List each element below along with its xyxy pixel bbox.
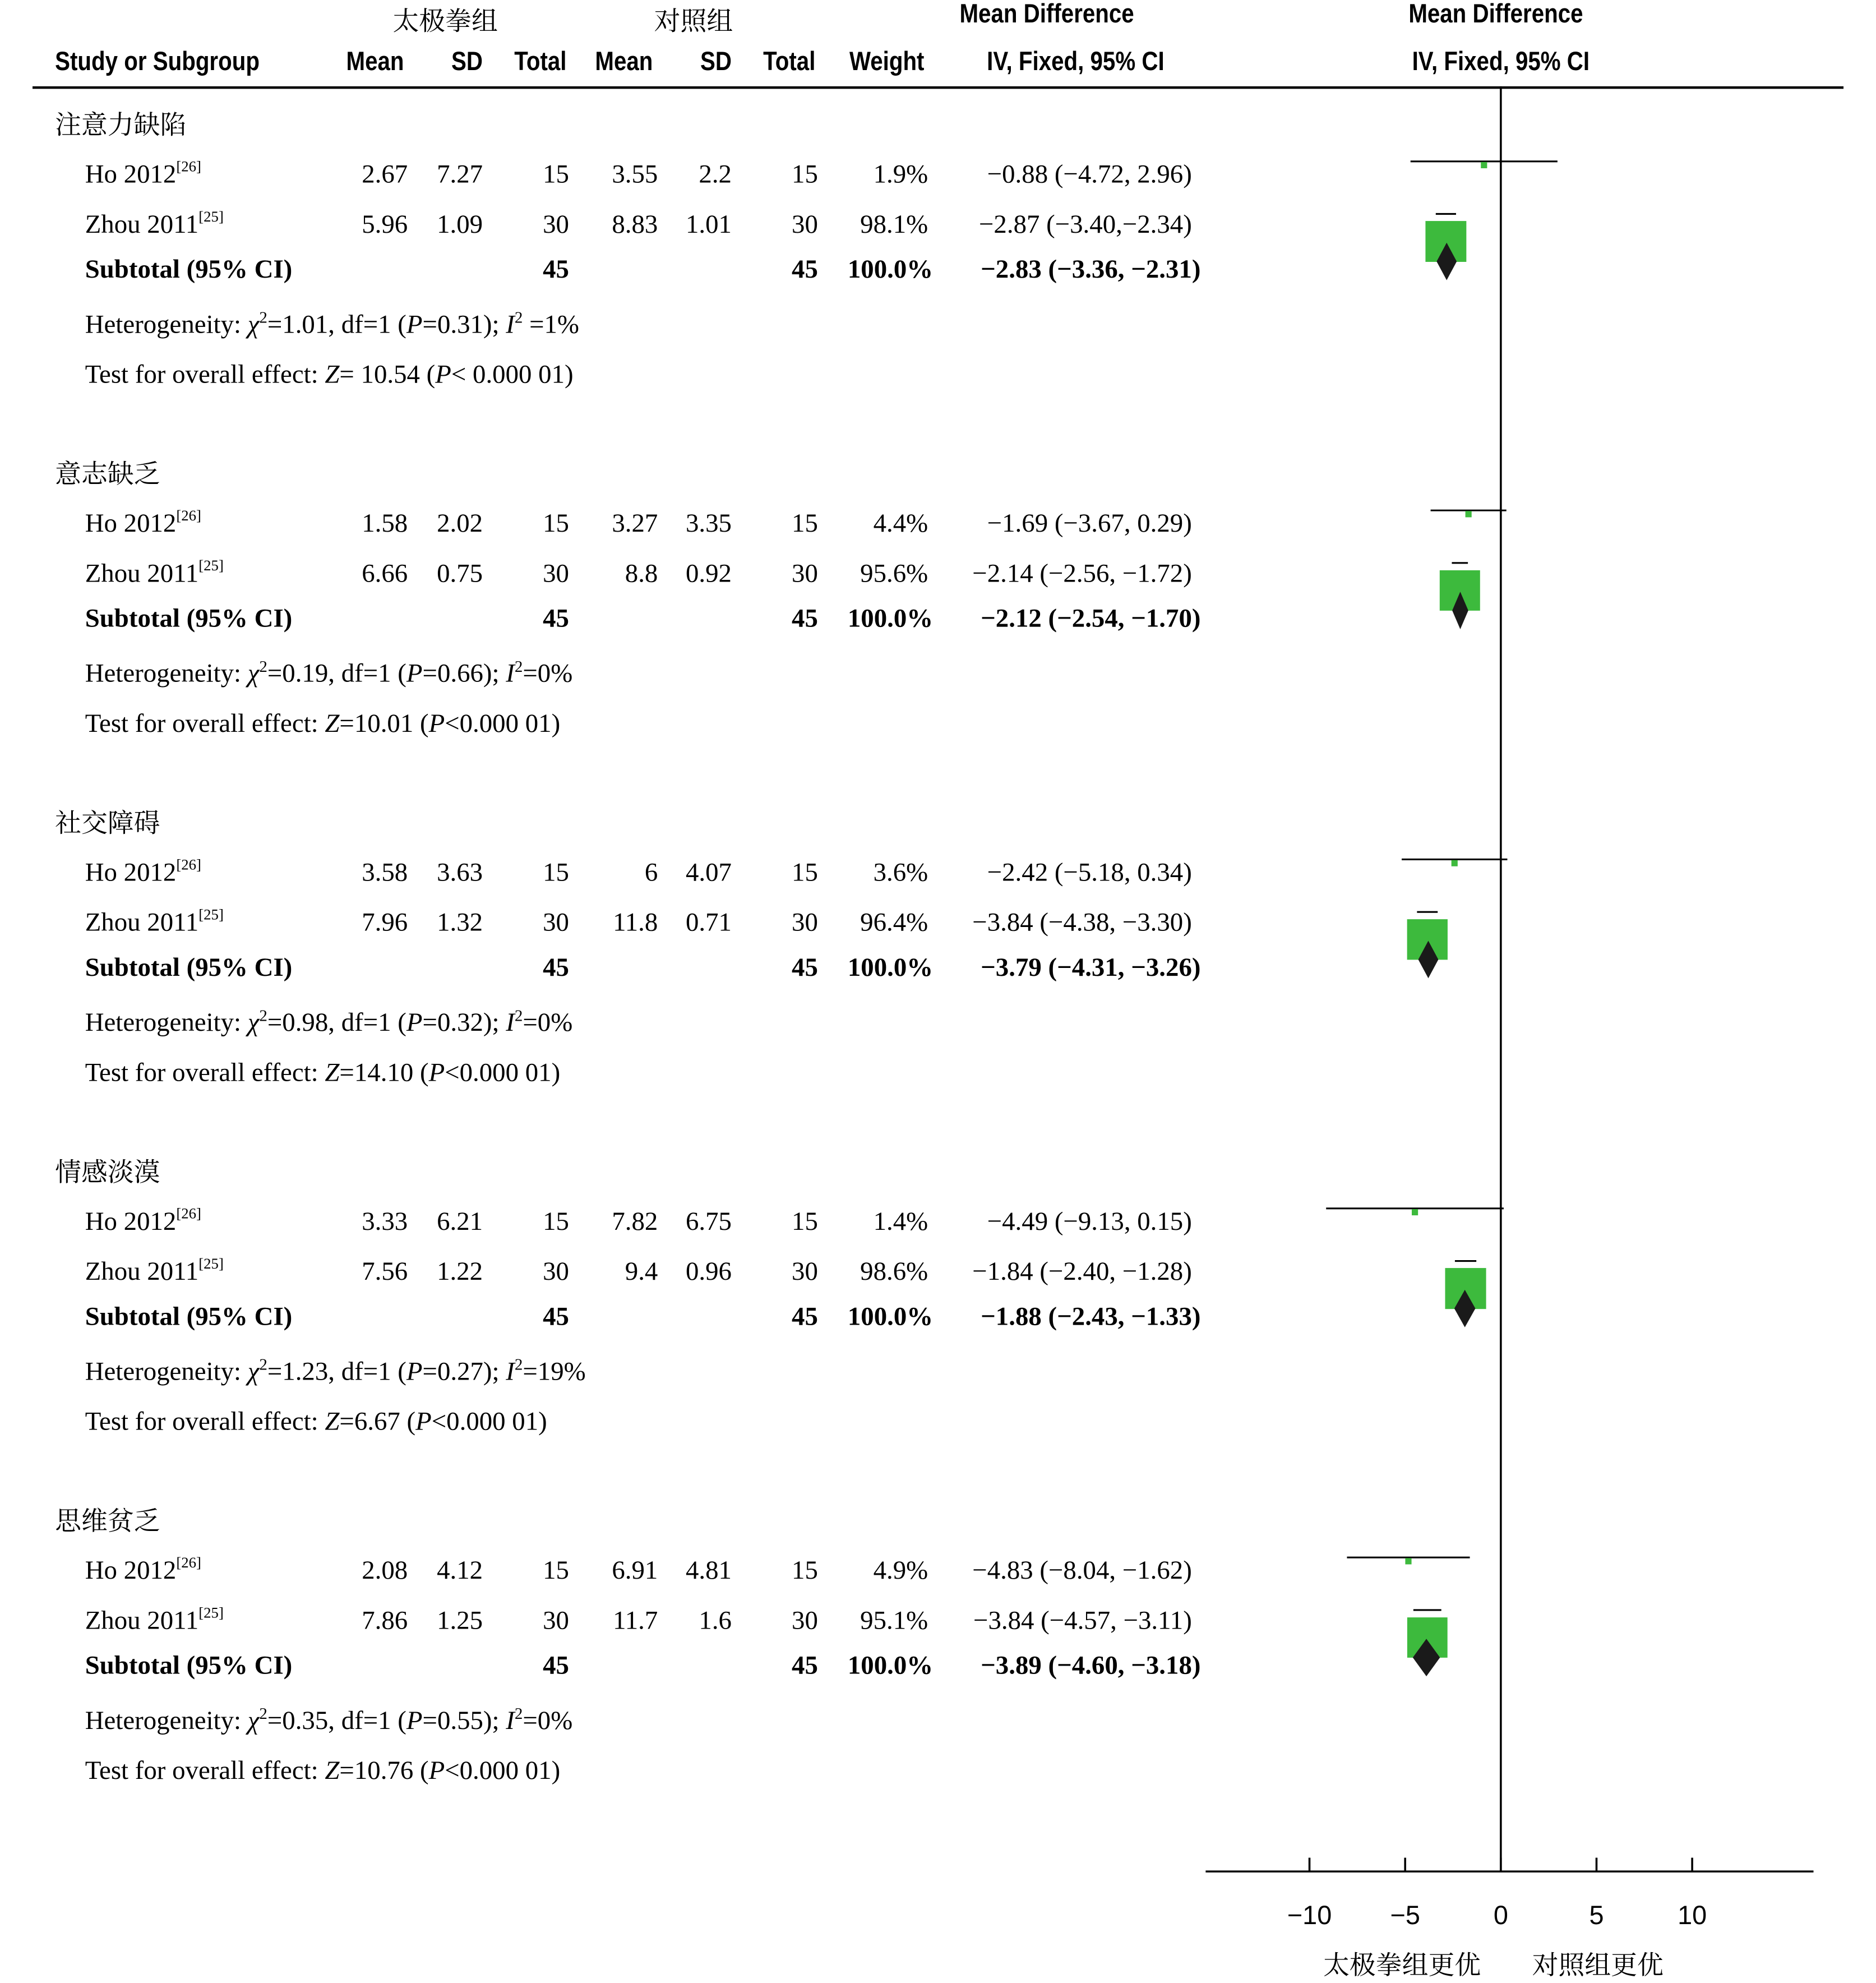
- study-ref: [26]: [176, 855, 201, 874]
- md-col-title: Mean Difference: [959, 0, 1134, 29]
- mean-control: 6.91: [612, 1555, 658, 1585]
- mean-taiji: 5.96: [362, 209, 408, 239]
- study-weight: 3.6%: [873, 857, 928, 887]
- subtotal-total-control: 45: [792, 603, 818, 633]
- z-symbol: Z: [325, 1406, 340, 1436]
- study-ref: [25]: [198, 1255, 224, 1272]
- p-value: =0.55);: [422, 1705, 506, 1735]
- study-weight: 95.6%: [860, 557, 928, 588]
- overall-effect-text: [85, 1406, 547, 1437]
- p-value: <0.000 01): [431, 1406, 547, 1436]
- study-md-ci: −4.83 (−8.04, −1.62): [972, 1555, 1192, 1585]
- p-value: =0.27);: [422, 1356, 506, 1386]
- overall-effect-text: [85, 1755, 560, 1787]
- subtotal-md-ci: −2.12 (−2.54, −1.70): [981, 603, 1201, 633]
- mean-control: 3.55: [612, 159, 658, 189]
- i-symbol: I: [506, 1705, 515, 1735]
- subtotal-label: Subtotal (95% CI): [85, 603, 293, 633]
- i-value: =0%: [523, 1007, 573, 1037]
- favours-taiji-label: 太极拳组更优: [1323, 1950, 1481, 1981]
- study-md-ci: −1.84 (−2.40, −1.28): [972, 1256, 1192, 1286]
- subtotal-total-control: 45: [792, 1650, 818, 1680]
- subtotal-total-control: 45: [792, 952, 818, 983]
- het-prefix: Heterogeneity:: [85, 658, 248, 688]
- p-value: <0.000 01): [445, 1057, 561, 1087]
- p-symbol: P: [415, 1406, 432, 1436]
- sd-control: 2.2: [699, 159, 732, 189]
- i-value: =0%: [523, 1705, 573, 1735]
- het-prefix: Heterogeneity:: [85, 308, 248, 339]
- overall-prefix: Test for overall effect:: [85, 708, 325, 739]
- study-weight: 1.9%: [873, 159, 928, 189]
- group-header-control: 对照组: [654, 6, 733, 36]
- subtotal-total-taiji: 45: [543, 603, 569, 633]
- study-label: [85, 857, 201, 888]
- z-symbol: Z: [325, 1755, 340, 1786]
- i-symbol: I: [506, 1356, 515, 1386]
- sd-control: 0.71: [685, 907, 732, 937]
- plot-method: IV, Fixed, 95% CI: [1412, 47, 1590, 77]
- mean-control: 8.83: [612, 209, 658, 239]
- study-md-ci: −4.49 (−9.13, 0.15): [987, 1206, 1192, 1236]
- total-taiji: 15: [543, 508, 569, 538]
- study-weight: 1.4%: [873, 1206, 928, 1236]
- sd-taiji: 1.25: [437, 1604, 483, 1635]
- subtotal-total-taiji: 45: [543, 253, 569, 284]
- subtotal-md-ci: −3.79 (−4.31, −3.26): [981, 952, 1201, 983]
- study-name: Zhou 2011: [85, 557, 199, 588]
- total-taiji: 30: [543, 1604, 569, 1635]
- md-col-method: IV, Fixed, 95% CI: [987, 47, 1165, 77]
- het-prefix: Heterogeneity:: [85, 1705, 248, 1735]
- mean-taiji: 2.67: [362, 159, 408, 189]
- study-name: Ho 2012: [85, 1206, 177, 1236]
- z-symbol: Z: [325, 708, 340, 739]
- sd-control: 6.75: [685, 1206, 732, 1236]
- study-point-square: [1481, 162, 1487, 168]
- study-ref: [26]: [176, 1205, 201, 1223]
- i-value: =0%: [523, 658, 573, 688]
- p-value: =0.32);: [422, 1007, 506, 1037]
- sd-control: 1.6: [699, 1604, 732, 1635]
- sd-taiji: 1.09: [437, 209, 483, 239]
- sd-taiji: 2.02: [437, 508, 483, 538]
- total-taiji: 15: [543, 857, 569, 887]
- chi-square-exponent: 2: [259, 657, 267, 676]
- total-control: 30: [792, 1256, 818, 1286]
- study-point-square: [1452, 860, 1458, 866]
- het-prefix: Heterogeneity:: [85, 1356, 248, 1386]
- study-md-ci: −2.87 (−3.40,−2.34): [979, 209, 1192, 239]
- study-ref: [26]: [176, 158, 201, 176]
- i-square-exponent: 2: [514, 307, 523, 327]
- study-weight: 96.4%: [860, 907, 928, 937]
- study-point-square: [1466, 511, 1472, 517]
- study-name: Zhou 2011: [85, 1256, 199, 1286]
- subtotal-label: Subtotal (95% CI): [85, 253, 293, 284]
- mean-control: 11.7: [613, 1604, 658, 1635]
- z-value: =10.01 (: [339, 708, 429, 739]
- sd-taiji: 4.12: [437, 1555, 483, 1585]
- weight-col-header: Weight: [849, 47, 925, 77]
- chi-square-exponent: 2: [259, 1006, 267, 1025]
- het-prefix: Heterogeneity:: [85, 1007, 248, 1037]
- study-md-ci: −2.14 (−2.56, −1.72): [972, 557, 1192, 588]
- mean-taiji: 7.86: [362, 1604, 408, 1635]
- total-control: 15: [792, 508, 818, 538]
- chi-value: =1.23, df=1 (: [267, 1356, 406, 1386]
- study-md-ci: −0.88 (−4.72, 2.96): [987, 159, 1192, 189]
- subgroup-title: 思维贫乏: [55, 1506, 160, 1537]
- z-symbol: Z: [325, 1057, 340, 1087]
- subtotal-label: Subtotal (95% CI): [85, 1650, 293, 1680]
- mean-control: 8.8: [625, 557, 658, 588]
- i-symbol: I: [506, 308, 515, 339]
- chi-value: =0.19, df=1 (: [267, 658, 406, 688]
- heterogeneity-text: [85, 658, 573, 689]
- overall-effect-text: [85, 359, 574, 390]
- study-col-header: Study or Subgroup: [55, 47, 260, 77]
- study-md-ci: −1.69 (−3.67, 0.29): [987, 508, 1192, 538]
- mean2-col-header: Mean: [595, 47, 653, 77]
- sd-taiji: 6.21: [437, 1206, 483, 1236]
- i-square-exponent: 2: [514, 657, 523, 676]
- subtotal-total-taiji: 45: [543, 1301, 569, 1331]
- chi-value: =0.35, df=1 (: [267, 1705, 406, 1735]
- study-point-square: [1405, 1558, 1411, 1564]
- chi-square-exponent: 2: [259, 1354, 267, 1374]
- z-value: =10.76 (: [339, 1755, 429, 1786]
- sd-taiji: 1.22: [437, 1256, 483, 1286]
- x-tick-label: 10: [1678, 1900, 1707, 1930]
- total-control: 15: [792, 1555, 818, 1585]
- mean-taiji: 3.33: [362, 1206, 408, 1236]
- subgroup-title: 社交障碍: [55, 808, 160, 838]
- study-name: Ho 2012: [85, 508, 177, 538]
- x-tick-label: 0: [1493, 1900, 1508, 1930]
- chi-value: =1.01, df=1 (: [267, 308, 406, 339]
- mean-taiji: 6.66: [362, 557, 408, 588]
- z-symbol: Z: [325, 359, 340, 389]
- study-name: Zhou 2011: [85, 209, 199, 239]
- study-label: [85, 1555, 201, 1587]
- study-md-ci: −2.42 (−5.18, 0.34): [987, 857, 1192, 887]
- i-square-exponent: 2: [514, 1704, 523, 1723]
- study-label: [85, 508, 201, 539]
- study-label: [85, 1605, 224, 1636]
- total-taiji: 15: [543, 1206, 569, 1236]
- total-taiji: 15: [543, 1555, 569, 1585]
- mean-taiji: 3.58: [362, 857, 408, 887]
- subtotal-label: Subtotal (95% CI): [85, 952, 293, 983]
- sd-taiji: 3.63: [437, 857, 483, 887]
- p-value: =0.66);: [422, 658, 506, 688]
- overall-prefix: Test for overall effect:: [85, 1057, 325, 1087]
- total-taiji: 30: [543, 1256, 569, 1286]
- sd2-col-header: SD: [700, 47, 732, 77]
- study-weight: 4.4%: [873, 508, 928, 538]
- heterogeneity-text: [85, 1356, 586, 1387]
- mean-taiji: 7.56: [362, 1256, 408, 1286]
- subtotal-weight: 100.0%: [847, 1301, 934, 1331]
- sd-control: 4.81: [685, 1555, 732, 1585]
- mean-taiji: 7.96: [362, 907, 408, 937]
- chi-symbol: χ: [247, 1356, 260, 1386]
- study-weight: 98.1%: [860, 209, 928, 239]
- subtotal-md-ci: −2.83 (−3.36, −2.31): [981, 253, 1201, 284]
- chi-value: =0.98, df=1 (: [267, 1007, 406, 1037]
- p-symbol: P: [406, 1356, 423, 1386]
- p-symbol: P: [428, 1755, 445, 1786]
- p-symbol: P: [406, 1007, 423, 1037]
- total-control: 30: [792, 907, 818, 937]
- x-tick-label: −5: [1390, 1900, 1420, 1930]
- subtotal-weight: 100.0%: [847, 1650, 934, 1680]
- subtotal-md-ci: −3.89 (−4.60, −3.18): [981, 1650, 1201, 1680]
- study-label: [85, 159, 201, 190]
- p-value: =0.31);: [422, 308, 506, 339]
- p-value: < 0.000 01): [451, 359, 574, 389]
- p-symbol: P: [406, 1705, 423, 1735]
- subtotal-weight: 100.0%: [847, 603, 934, 633]
- overall-prefix: Test for overall effect:: [85, 359, 325, 389]
- chi-square-exponent: 2: [259, 307, 267, 327]
- chi-symbol: χ: [247, 658, 260, 688]
- subtotal-md-ci: −1.88 (−2.43, −1.33): [981, 1301, 1201, 1331]
- study-label: [85, 209, 224, 241]
- subtotal-total-taiji: 45: [543, 952, 569, 983]
- study-weight: 98.6%: [860, 1256, 928, 1286]
- heterogeneity-text: [85, 1007, 573, 1039]
- study-label: [85, 1206, 201, 1237]
- p-symbol: P: [406, 308, 423, 339]
- mean-control: 9.4: [625, 1256, 658, 1286]
- study-name: Zhou 2011: [85, 907, 199, 937]
- overall-prefix: Test for overall effect:: [85, 1755, 325, 1786]
- total2-col-header: Total: [763, 47, 816, 77]
- subtotal-total-control: 45: [792, 1301, 818, 1331]
- overall-effect-text: [85, 1057, 560, 1089]
- total-control: 15: [792, 1206, 818, 1236]
- i-value: =1%: [523, 308, 579, 339]
- study-ref: [25]: [198, 906, 224, 924]
- mean-control: 11.8: [613, 907, 658, 937]
- mean-taiji: 2.08: [362, 1555, 408, 1585]
- mean-control: 3.27: [612, 508, 658, 538]
- sd-control: 3.35: [685, 508, 732, 538]
- sd-taiji: 0.75: [437, 557, 483, 588]
- sd-control: 0.92: [685, 557, 732, 588]
- total-control: 15: [792, 159, 818, 189]
- total-taiji: 15: [543, 159, 569, 189]
- study-label: [85, 558, 224, 589]
- subtotal-total-taiji: 45: [543, 1650, 569, 1680]
- study-name: Ho 2012: [85, 1555, 177, 1585]
- heterogeneity-text: [85, 309, 579, 340]
- overall-prefix: Test for overall effect:: [85, 1406, 325, 1436]
- p-symbol: P: [428, 1057, 445, 1087]
- subgroup-title: 注意力缺陷: [55, 110, 187, 140]
- subgroup-title: 情感淡漠: [55, 1157, 160, 1187]
- favours-control-label: 对照组更优: [1532, 1950, 1664, 1981]
- mean-control: 6: [644, 857, 658, 887]
- study-md-ci: −3.84 (−4.38, −3.30): [972, 907, 1192, 937]
- study-name: Ho 2012: [85, 159, 177, 189]
- x-tick-label: 5: [1589, 1900, 1604, 1930]
- sd1-col-header: SD: [451, 47, 483, 77]
- study-ref: [25]: [198, 1603, 224, 1621]
- p-symbol: P: [428, 708, 445, 739]
- total-control: 15: [792, 857, 818, 887]
- study-label: [85, 1256, 224, 1288]
- mean-taiji: 1.58: [362, 508, 408, 538]
- group-header-taiji: 太极拳组: [392, 6, 498, 36]
- sd-control: 4.07: [685, 857, 732, 887]
- study-label: [85, 907, 224, 938]
- subtotal-weight: 100.0%: [847, 253, 934, 284]
- sd-control: 1.01: [685, 209, 732, 239]
- sd-control: 0.96: [685, 1256, 732, 1286]
- mean1-col-header: Mean: [346, 47, 404, 77]
- p-value: <0.000 01): [445, 1755, 561, 1786]
- total-taiji: 30: [543, 209, 569, 239]
- i-square-exponent: 2: [514, 1006, 523, 1025]
- i-symbol: I: [506, 1007, 515, 1037]
- chi-symbol: χ: [247, 1007, 260, 1037]
- z-value: =14.10 (: [339, 1057, 429, 1087]
- total-control: 30: [792, 557, 818, 588]
- study-name: Zhou 2011: [85, 1604, 199, 1635]
- total1-col-header: Total: [514, 47, 567, 77]
- i-value: =19%: [523, 1356, 586, 1386]
- z-value: =6.67 (: [339, 1406, 416, 1436]
- study-point-square: [1412, 1209, 1418, 1215]
- subtotal-weight: 100.0%: [847, 952, 934, 983]
- subtotal-total-control: 45: [792, 253, 818, 284]
- overall-effect-text: [85, 708, 560, 740]
- total-taiji: 30: [543, 557, 569, 588]
- mean-control: 7.82: [612, 1206, 658, 1236]
- study-weight: 4.9%: [873, 1555, 928, 1585]
- study-weight: 95.1%: [860, 1604, 928, 1635]
- study-ref: [25]: [198, 556, 224, 574]
- study-ref: [26]: [176, 506, 201, 524]
- chi-symbol: χ: [247, 1705, 260, 1735]
- i-square-exponent: 2: [514, 1354, 523, 1374]
- x-tick-label: −10: [1287, 1900, 1332, 1930]
- chi-square-exponent: 2: [259, 1704, 267, 1723]
- p-symbol: P: [406, 658, 423, 688]
- subtotal-label: Subtotal (95% CI): [85, 1301, 293, 1331]
- i-symbol: I: [506, 658, 515, 688]
- sd-taiji: 1.32: [437, 907, 483, 937]
- p-symbol: P: [435, 359, 451, 389]
- chi-symbol: χ: [247, 308, 260, 339]
- total-control: 30: [792, 1604, 818, 1635]
- z-value: = 10.54 (: [339, 359, 436, 389]
- heterogeneity-text: [85, 1705, 573, 1736]
- sd-taiji: 7.27: [437, 159, 483, 189]
- total-taiji: 30: [543, 907, 569, 937]
- study-md-ci: −3.84 (−4.57, −3.11): [973, 1604, 1192, 1635]
- total-control: 30: [792, 209, 818, 239]
- plot-title: Mean Difference: [1408, 0, 1583, 29]
- study-name: Ho 2012: [85, 857, 177, 887]
- subgroup-title: 意志缺乏: [55, 459, 160, 490]
- p-value: <0.000 01): [445, 708, 561, 739]
- study-ref: [25]: [198, 207, 224, 225]
- study-ref: [26]: [176, 1553, 201, 1571]
